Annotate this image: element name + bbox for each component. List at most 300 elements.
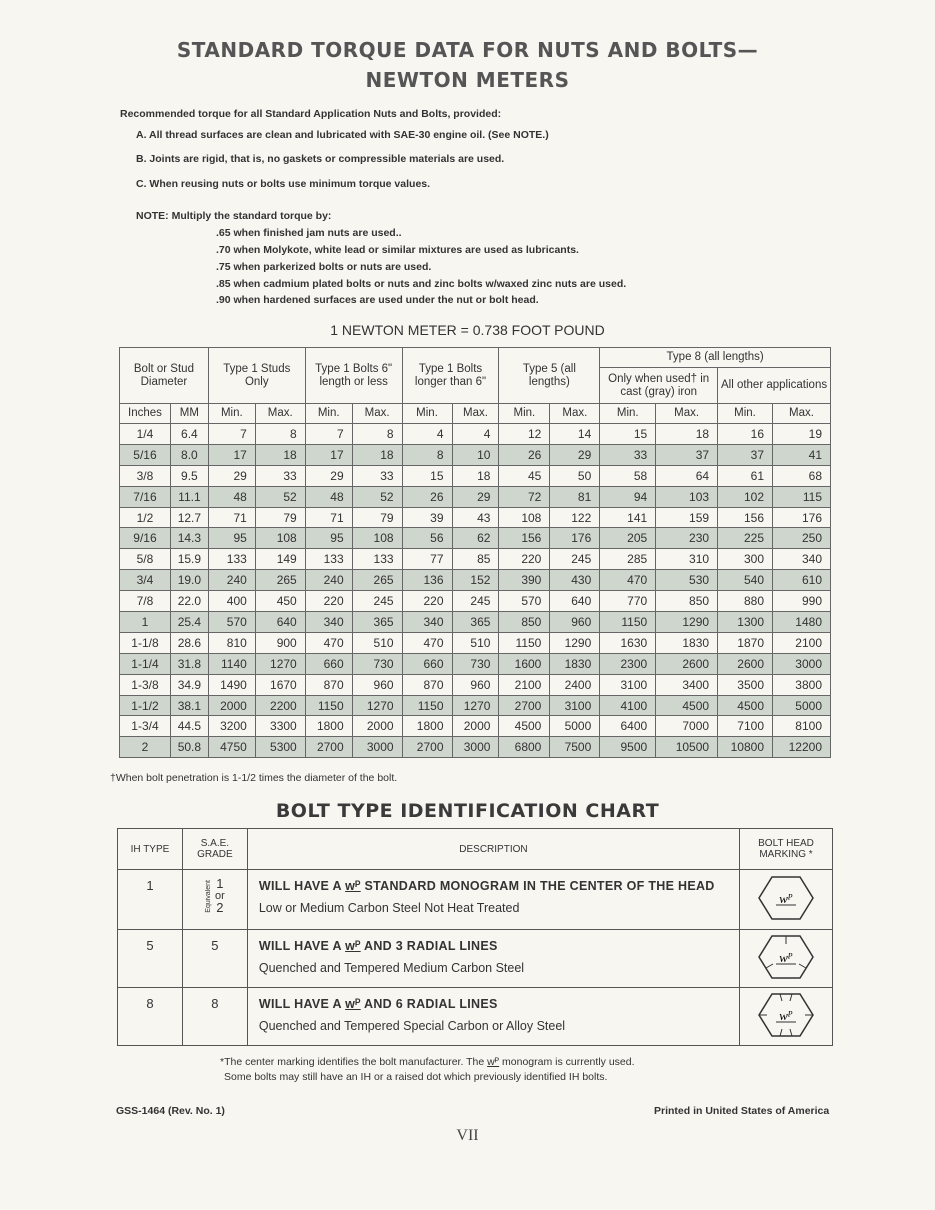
cell-torque: 7 (305, 424, 352, 445)
monogram: ᴡᴾ (487, 1056, 500, 1068)
cell-torque: 660 (305, 653, 352, 674)
cell-torque: 1270 (352, 695, 402, 716)
cell-torque: 159 (656, 507, 718, 528)
cell-torque: 68 (773, 465, 831, 486)
cell-torque: 880 (718, 591, 773, 612)
cell-torque: 8 (402, 444, 452, 465)
cell-torque: 4750 (208, 737, 255, 758)
cell-torque: 7100 (718, 716, 773, 737)
cell-torque: 136 (402, 570, 452, 591)
cell-diameter-inches: 1-3/4 (120, 716, 171, 737)
cell-torque: 12200 (773, 737, 831, 758)
header-max: Max. (656, 404, 718, 424)
cell-diameter-mm: 28.6 (170, 632, 208, 653)
cell-diameter-inches: 7/8 (120, 591, 171, 612)
header-mm: MM (170, 404, 208, 424)
cell-torque: 3000 (352, 737, 402, 758)
cell-torque: 230 (656, 528, 718, 549)
table-row (120, 612, 831, 633)
cell-torque: 1140 (208, 653, 255, 674)
cell-torque: 15 (402, 465, 452, 486)
intro-text: Recommended torque for all Standard Application Nuts and Bolts, provided: (120, 108, 502, 120)
cell-torque: 85 (452, 549, 499, 570)
cell-torque: 2300 (600, 653, 656, 674)
cell-torque: 102 (718, 486, 773, 507)
cell-torque: 1290 (550, 632, 600, 653)
cell-torque: 870 (402, 674, 452, 695)
header-bolt-diameter: Bolt or Stud Diameter (120, 348, 209, 404)
table-row (120, 528, 831, 549)
cell-torque: 205 (600, 528, 656, 549)
table-row (120, 486, 831, 507)
cell-diameter-mm: 14.3 (170, 528, 208, 549)
cell-torque: 340 (402, 612, 452, 633)
cell-torque: 3300 (255, 716, 305, 737)
cell-diameter-mm: 22.0 (170, 591, 208, 612)
cell-torque: 26 (402, 486, 452, 507)
cell-torque: 115 (773, 486, 831, 507)
cell-diameter-inches: 1-3/8 (120, 674, 171, 695)
header-type5: Type 5 (all lengths) (499, 348, 600, 404)
description-cell (247, 930, 739, 988)
cell-torque: 29 (550, 444, 600, 465)
cell-torque: 103 (656, 486, 718, 507)
cell-torque: 430 (550, 570, 600, 591)
page-title-line2: NEWTON METERS (365, 68, 570, 92)
cell-torque: 37 (718, 444, 773, 465)
cell-torque: 18 (352, 444, 402, 465)
cell-torque: 95 (208, 528, 255, 549)
cell-diameter-inches: 3/4 (120, 570, 171, 591)
hex-head-3-lines-icon (756, 932, 816, 982)
cell-torque: 45 (499, 465, 550, 486)
table-row (120, 695, 831, 716)
cell-torque: 141 (600, 507, 656, 528)
cell-torque: 1150 (499, 632, 550, 653)
cell-torque: 265 (255, 570, 305, 591)
cell-torque: 1270 (255, 653, 305, 674)
desc-line1: WILL HAVE A (258, 879, 342, 893)
condition-b: B. Joints are rigid, that is, no gaskets or compressible materials are used. (136, 153, 505, 165)
cell-torque: 2000 (208, 695, 255, 716)
cell-torque: 570 (208, 612, 255, 633)
header-max: Max. (352, 404, 402, 424)
equivalent-label: Equivalent (205, 879, 212, 913)
cell-torque: 1490 (208, 674, 255, 695)
cell-torque: 33 (255, 465, 305, 486)
cell-diameter-mm: 9.5 (170, 465, 208, 486)
cell-torque: 2100 (499, 674, 550, 695)
cell-torque: 2700 (402, 737, 452, 758)
cell-torque: 4 (402, 424, 452, 445)
cell-torque: 225 (718, 528, 773, 549)
cell-diameter-inches: 7/16 (120, 486, 171, 507)
desc-line1: AND 3 RADIAL LINES (364, 939, 498, 953)
description-cell (247, 988, 739, 1046)
header-min: Min. (600, 404, 656, 424)
cell-torque: 10500 (656, 737, 718, 758)
cell-torque: 176 (773, 507, 831, 528)
cell-torque: 10800 (718, 737, 773, 758)
cell-torque: 1800 (402, 716, 452, 737)
cell-torque: 4500 (656, 695, 718, 716)
cell-torque: 4500 (499, 716, 550, 737)
cell-torque: 660 (402, 653, 452, 674)
cell-torque: 108 (255, 528, 305, 549)
header-bolt-head-marking: BOLT HEAD MARKING * (740, 829, 833, 870)
cell-torque: 3000 (452, 737, 499, 758)
sae-grade-cell: 5 (182, 930, 247, 988)
grade-value: 2 (216, 900, 224, 915)
cell-torque: 5000 (550, 716, 600, 737)
marking-footnote-1 (220, 1056, 635, 1068)
header-sae-grade: S.A.E. GRADE (182, 829, 247, 870)
cell-torque: 133 (305, 549, 352, 570)
cell-diameter-mm: 8.0 (170, 444, 208, 465)
cell-torque: 540 (718, 570, 773, 591)
cell-torque: 108 (499, 507, 550, 528)
cell-diameter-inches: 1-1/2 (120, 695, 171, 716)
cell-torque: 3500 (718, 674, 773, 695)
header-max: Max. (550, 404, 600, 424)
desc-line2: Low or Medium Carbon Steel Not Heat Treated (258, 901, 520, 915)
cell-torque: 95 (305, 528, 352, 549)
cell-torque: 730 (452, 653, 499, 674)
description-cell (247, 870, 739, 930)
cell-torque: 7 (208, 424, 255, 445)
cell-torque: 340 (773, 549, 831, 570)
condition-a: A. All thread surfaces are clean and lubricated with SAE-30 engine oil. (See NOTE.) (136, 129, 549, 141)
cell-torque: 900 (255, 632, 305, 653)
table-row (120, 653, 831, 674)
cell-torque: 48 (208, 486, 255, 507)
sae-grade-cell: 8 (182, 988, 247, 1046)
condition-c: C. When reusing nuts or bolts use minimum torque values. (136, 178, 431, 190)
cell-torque: 6400 (600, 716, 656, 737)
table-row (120, 444, 831, 465)
cell-torque: 7000 (656, 716, 718, 737)
ih-type-cell: 5 (118, 930, 183, 988)
desc-line1: WILL HAVE A (258, 997, 342, 1011)
cell-torque: 4100 (600, 695, 656, 716)
cell-torque: 365 (352, 612, 402, 633)
cell-torque: 15 (600, 424, 656, 445)
cell-torque: 39 (402, 507, 452, 528)
note-item: .75 when parkerized bolts or nuts are used. (216, 261, 432, 273)
note-item: .65 when finished jam nuts are used.. (216, 227, 402, 239)
cell-torque: 71 (208, 507, 255, 528)
bolt-head-marking-type8 (740, 988, 833, 1046)
cell-torque: 960 (352, 674, 402, 695)
cell-torque: 1150 (600, 612, 656, 633)
cell-torque: 64 (656, 465, 718, 486)
header-max: Max. (452, 404, 499, 424)
cell-torque: 133 (352, 549, 402, 570)
bolt-head-marking-type5 (740, 930, 833, 988)
cell-torque: 5300 (255, 737, 305, 758)
cell-torque: 1300 (718, 612, 773, 633)
cell-torque: 17 (208, 444, 255, 465)
ih-type-cell: 8 (118, 988, 183, 1046)
hex-head-6-lines-icon (756, 990, 816, 1040)
cell-torque: 1800 (305, 716, 352, 737)
monogram: ᴡᴾ (345, 879, 361, 893)
cell-torque: 8100 (773, 716, 831, 737)
cell-torque: 470 (305, 632, 352, 653)
hex-head-icon (756, 873, 816, 923)
header-cast-iron: Only when used† in cast (gray) iron (600, 368, 718, 404)
cell-torque: 990 (773, 591, 831, 612)
cell-torque: 26 (499, 444, 550, 465)
svg-text:ᴡᴾ: ᴡᴾ (779, 891, 793, 906)
cell-torque: 2600 (718, 653, 773, 674)
header-min: Min. (499, 404, 550, 424)
header-min: Min. (718, 404, 773, 424)
cell-torque: 79 (255, 507, 305, 528)
torque-table (119, 347, 831, 758)
cell-torque: 3800 (773, 674, 831, 695)
cell-torque: 770 (600, 591, 656, 612)
cell-torque: 52 (255, 486, 305, 507)
monogram: ᴡᴾ (345, 997, 361, 1011)
cell-diameter-inches: 3/8 (120, 465, 171, 486)
sae-grade-cell (182, 870, 247, 930)
cell-torque: 48 (305, 486, 352, 507)
note-label: NOTE: Multiply the standard torque by: (136, 210, 332, 222)
cell-torque: 870 (305, 674, 352, 695)
cell-torque: 3200 (208, 716, 255, 737)
cell-diameter-inches: 2 (120, 737, 171, 758)
ih-type-cell: 1 (118, 870, 183, 930)
cell-torque: 2000 (452, 716, 499, 737)
cell-torque: 29 (305, 465, 352, 486)
cell-torque: 2100 (773, 632, 831, 653)
header-max: Max. (255, 404, 305, 424)
cell-diameter-mm: 15.9 (170, 549, 208, 570)
cell-torque: 285 (600, 549, 656, 570)
cell-torque: 3000 (773, 653, 831, 674)
desc-line1: WILL HAVE A (258, 939, 342, 953)
cell-torque: 390 (499, 570, 550, 591)
cell-torque: 17 (305, 444, 352, 465)
cell-torque: 1630 (600, 632, 656, 653)
bolt-head-marking-type1 (740, 870, 833, 930)
table-row (120, 632, 831, 653)
cell-torque: 1290 (656, 612, 718, 633)
desc-line1: STANDARD MONOGRAM IN THE CENTER OF THE HEAD (364, 879, 715, 893)
cell-diameter-inches: 9/16 (120, 528, 171, 549)
cell-torque: 12 (499, 424, 550, 445)
cell-torque: 41 (773, 444, 831, 465)
cell-torque: 62 (452, 528, 499, 549)
cell-torque: 56 (402, 528, 452, 549)
cell-torque: 470 (600, 570, 656, 591)
cell-torque: 2200 (255, 695, 305, 716)
cell-torque: 58 (600, 465, 656, 486)
cell-torque: 79 (352, 507, 402, 528)
note-item: .70 when Molykote, white lead or similar mixtures are used as lubricants. (216, 244, 579, 256)
cell-torque: 156 (499, 528, 550, 549)
cell-torque: 2400 (550, 674, 600, 695)
table-row (120, 549, 831, 570)
id-chart-title: BOLT TYPE IDENTIFICATION CHART (275, 800, 660, 822)
note-item: .85 when cadmium plated bolts or nuts and zinc bolts w/waxed zinc nuts are used. (216, 278, 627, 290)
cell-torque: 4500 (718, 695, 773, 716)
cell-diameter-mm: 12.7 (170, 507, 208, 528)
header-min: Min. (402, 404, 452, 424)
header-type1-long: Type 1 Bolts longer than 6" (402, 348, 499, 404)
cell-torque: 2000 (352, 716, 402, 737)
cell-torque: 960 (452, 674, 499, 695)
cell-torque: 3100 (550, 695, 600, 716)
cell-torque: 29 (452, 486, 499, 507)
cell-diameter-mm: 11.1 (170, 486, 208, 507)
cell-diameter-mm: 38.1 (170, 695, 208, 716)
cell-torque: 1480 (773, 612, 831, 633)
cell-diameter-inches: 1-1/8 (120, 632, 171, 653)
desc-line1: AND 6 RADIAL LINES (364, 997, 498, 1011)
cell-torque: 365 (452, 612, 499, 633)
cell-torque: 149 (255, 549, 305, 570)
cell-torque: 510 (352, 632, 402, 653)
cell-torque: 71 (305, 507, 352, 528)
cell-torque: 470 (402, 632, 452, 653)
cell-torque: 72 (499, 486, 550, 507)
cell-torque: 18 (452, 465, 499, 486)
cell-torque: 450 (255, 591, 305, 612)
cell-diameter-mm: 6.4 (170, 424, 208, 445)
cell-torque: 50 (550, 465, 600, 486)
page-number: VII (456, 1127, 479, 1144)
table-row (120, 737, 831, 758)
bolt-id-chart (117, 828, 833, 1046)
cell-torque: 108 (352, 528, 402, 549)
cell-torque: 14 (550, 424, 600, 445)
cell-torque: 510 (452, 632, 499, 653)
cell-torque: 122 (550, 507, 600, 528)
cell-diameter-inches: 1-1/4 (120, 653, 171, 674)
cell-torque: 220 (499, 549, 550, 570)
cell-torque: 300 (718, 549, 773, 570)
cell-torque: 7500 (550, 737, 600, 758)
cell-torque: 265 (352, 570, 402, 591)
cell-torque: 1670 (255, 674, 305, 695)
cell-torque: 77 (402, 549, 452, 570)
cell-torque: 10 (452, 444, 499, 465)
cell-diameter-inches: 1/4 (120, 424, 171, 445)
cell-torque: 18 (255, 444, 305, 465)
cell-torque: 1600 (499, 653, 550, 674)
cell-torque: 240 (305, 570, 352, 591)
grade-or: or (215, 890, 225, 902)
svg-text:ᴡᴾ: ᴡᴾ (779, 1008, 793, 1023)
cell-torque: 850 (499, 612, 550, 633)
cell-torque: 640 (550, 591, 600, 612)
cell-torque: 810 (208, 632, 255, 653)
cell-torque: 3100 (600, 674, 656, 695)
cell-torque: 94 (600, 486, 656, 507)
cell-torque: 9500 (600, 737, 656, 758)
cell-torque: 400 (208, 591, 255, 612)
cell-torque: 2700 (499, 695, 550, 716)
document-number: GSS-1464 (Rev. No. 1) (116, 1105, 225, 1117)
cell-torque: 1270 (452, 695, 499, 716)
cell-torque: 43 (452, 507, 499, 528)
table-row (120, 716, 831, 737)
cell-torque: 4 (452, 424, 499, 445)
header-type1-short: Type 1 Bolts 6" length or less (305, 348, 402, 404)
cell-torque: 2600 (656, 653, 718, 674)
cell-diameter-mm: 31.8 (170, 653, 208, 674)
cell-torque: 730 (352, 653, 402, 674)
cell-torque: 1150 (402, 695, 452, 716)
header-other-applications: All other applications (718, 368, 831, 404)
cell-diameter-mm: 25.4 (170, 612, 208, 633)
marking-footnote-2: Some bolts may still have an IH or a raised dot which previously identified IH bolts. (224, 1071, 608, 1083)
page-title-line1: STANDARD TORQUE DATA FOR NUTS AND BOLTS— (176, 38, 759, 62)
cell-diameter-mm: 50.8 (170, 737, 208, 758)
cell-torque: 310 (656, 549, 718, 570)
marking-note-text: monogram is currently used. (502, 1056, 635, 1068)
cell-torque: 610 (773, 570, 831, 591)
cell-torque: 6800 (499, 737, 550, 758)
cell-torque: 16 (718, 424, 773, 445)
header-type8: Type 8 (all lengths) (600, 348, 831, 368)
cell-torque: 37 (656, 444, 718, 465)
cell-torque: 33 (352, 465, 402, 486)
cell-torque: 1150 (305, 695, 352, 716)
cell-torque: 240 (208, 570, 255, 591)
cell-torque: 1870 (718, 632, 773, 653)
cell-torque: 245 (352, 591, 402, 612)
cell-torque: 29 (208, 465, 255, 486)
cell-torque: 19 (773, 424, 831, 445)
cell-diameter-mm: 19.0 (170, 570, 208, 591)
header-type1-studs: Type 1 Studs Only (208, 348, 305, 404)
cell-torque: 250 (773, 528, 831, 549)
cell-torque: 152 (452, 570, 499, 591)
conversion-factor: 1 NEWTON METER = 0.738 FOOT POUND (330, 322, 605, 338)
cell-torque: 61 (718, 465, 773, 486)
cell-torque: 220 (402, 591, 452, 612)
table-row (120, 465, 831, 486)
table-row (120, 570, 831, 591)
header-inches: Inches (120, 404, 171, 424)
cell-diameter-mm: 44.5 (170, 716, 208, 737)
cell-torque: 570 (499, 591, 550, 612)
cell-torque: 156 (718, 507, 773, 528)
desc-line2: Quenched and Tempered Special Carbon or Alloy Steel (258, 1019, 566, 1033)
desc-line2: Quenched and Tempered Medium Carbon Steel (258, 961, 525, 975)
cell-torque: 1830 (550, 653, 600, 674)
cell-torque: 640 (255, 612, 305, 633)
cell-torque: 8 (352, 424, 402, 445)
note-item: .90 when hardened surfaces are used under the nut or bolt head. (216, 294, 539, 306)
penetration-footnote: †When bolt penetration is 1-1/2 times the diameter of the bolt. (110, 772, 398, 784)
cell-torque: 340 (305, 612, 352, 633)
svg-text:ᴡᴾ: ᴡᴾ (779, 950, 793, 965)
cell-torque: 176 (550, 528, 600, 549)
cell-diameter-inches: 5/16 (120, 444, 171, 465)
grade-value: 1 (216, 876, 224, 891)
monogram: ᴡᴾ (345, 939, 361, 953)
cell-torque: 960 (550, 612, 600, 633)
cell-torque: 850 (656, 591, 718, 612)
header-max: Max. (773, 404, 831, 424)
cell-torque: 245 (550, 549, 600, 570)
cell-torque: 530 (656, 570, 718, 591)
cell-diameter-inches: 1 (120, 612, 171, 633)
